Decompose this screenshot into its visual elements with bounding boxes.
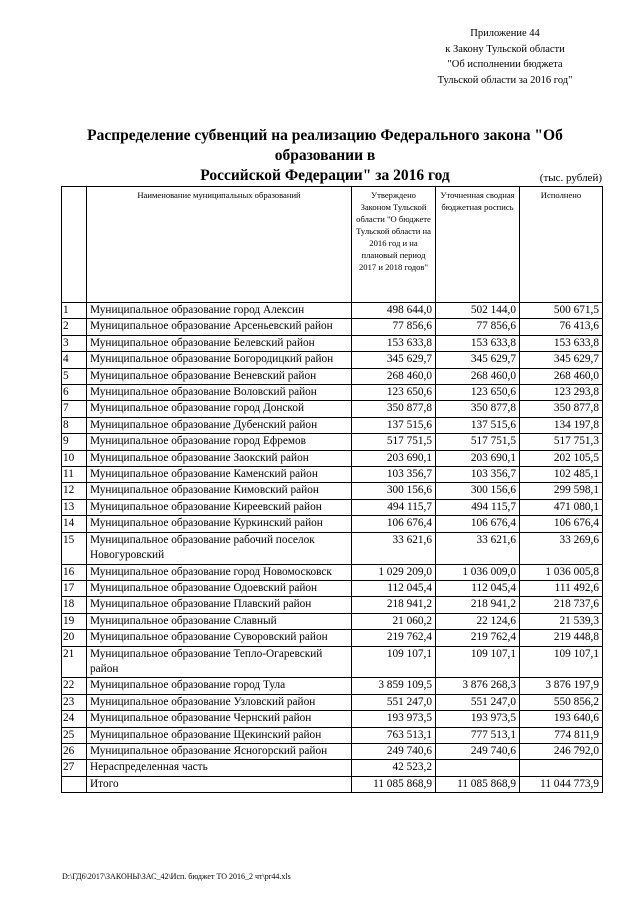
header-approved: Утверждено Законом Тульской области "О бюджете Тульской области на 2016 год и на плановый период 2017 и 2018 годов" — [352, 187, 436, 303]
table-row — [62, 597, 603, 613]
row-refined: 345 629,7 — [436, 352, 520, 368]
row-name: Муниципальное образование Тепло-Огаревский район — [87, 646, 352, 678]
row-executed: 134 197,8 — [520, 417, 603, 433]
row-name: Муниципальное образование Киреевский район — [87, 499, 352, 515]
table-row — [62, 483, 603, 499]
subventions-table — [61, 186, 603, 793]
row-approved: 77 856,6 — [352, 319, 436, 335]
row-name: Муниципальное образование Кимовский район — [87, 483, 352, 499]
row-name: Муниципальное образование Белевский район — [87, 335, 352, 351]
row-number: 2 — [62, 319, 87, 335]
row-number: 14 — [62, 516, 87, 532]
row-executed: 202 105,5 — [520, 450, 603, 466]
appendix-line: Приложение 44 — [470, 28, 540, 39]
row-number: 6 — [62, 385, 87, 401]
row-approved: 350 877,8 — [352, 401, 436, 417]
row-approved: 109 107,1 — [352, 646, 436, 678]
table-row — [62, 450, 603, 466]
row-name: Муниципальное образование рабочий поселок Новогуровский — [87, 532, 352, 564]
table-row — [62, 678, 603, 694]
table-row — [62, 532, 603, 564]
row-number: 21 — [62, 646, 87, 678]
row-refined: 494 115,7 — [436, 499, 520, 515]
row-executed: 350 877,8 — [520, 401, 603, 417]
table-row — [62, 434, 603, 450]
row-refined: 218 941,2 — [436, 597, 520, 613]
row-approved: 21 060,2 — [352, 613, 436, 629]
row-executed — [520, 760, 603, 776]
row-executed: 109 107,1 — [520, 646, 603, 678]
row-executed: 219 448,8 — [520, 630, 603, 646]
row-approved: 103 356,7 — [352, 467, 436, 483]
table-row — [62, 694, 603, 710]
appendix-header — [410, 26, 600, 88]
row-name: Муниципальное образование Узловский район — [87, 694, 352, 710]
table-row — [62, 303, 603, 319]
row-executed: 102 485,1 — [520, 467, 603, 483]
header-executed: Исполнено — [520, 187, 603, 303]
row-approved: 3 859 109,5 — [352, 678, 436, 694]
row-refined: 3 876 268,3 — [436, 678, 520, 694]
row-number: 1 — [62, 303, 87, 319]
row-refined: 777 513,1 — [436, 727, 520, 743]
row-name: Муниципальное образование Дубенский район — [87, 417, 352, 433]
row-executed: 76 413,6 — [520, 319, 603, 335]
row-approved: 203 690,1 — [352, 450, 436, 466]
units-label: (тыс. рублей) — [539, 172, 602, 184]
row-refined: 109 107,1 — [436, 646, 520, 678]
row-executed: 268 460,0 — [520, 368, 603, 384]
row-refined: 137 515,6 — [436, 417, 520, 433]
row-number — [62, 776, 87, 792]
title-line: Распределение субвенций на реализацию Федерального закона "Об образовании в — [87, 127, 563, 164]
row-number: 25 — [62, 727, 87, 743]
row-approved: 763 513,1 — [352, 727, 436, 743]
table-row — [62, 516, 603, 532]
row-name: Муниципальное образование Воловский район — [87, 385, 352, 401]
row-approved: 300 156,6 — [352, 483, 436, 499]
table-body — [62, 303, 603, 793]
row-approved: 123 650,6 — [352, 385, 436, 401]
row-executed: 500 671,5 — [520, 303, 603, 319]
row-executed: 774 811,9 — [520, 727, 603, 743]
row-refined: 268 460,0 — [436, 368, 520, 384]
row-name: Муниципальное образование Славный — [87, 613, 352, 629]
file-path-footer: D:\ГД6\2017\ЗАКОНЫ\ЗАС_42\Исп. бюджет ТО 2016_2 чт\pr44.xls — [62, 872, 291, 881]
row-approved: 193 973,5 — [352, 711, 436, 727]
row-number: 19 — [62, 613, 87, 629]
row-refined: 203 690,1 — [436, 450, 520, 466]
row-number: 9 — [62, 434, 87, 450]
row-executed: 345 629,7 — [520, 352, 603, 368]
row-approved: 494 115,7 — [352, 499, 436, 515]
row-name: Муниципальное образование Одоевский район — [87, 580, 352, 596]
row-approved: 268 460,0 — [352, 368, 436, 384]
row-executed: 33 269,6 — [520, 532, 603, 564]
row-executed: 111 492,6 — [520, 580, 603, 596]
row-name: Итого — [87, 776, 352, 792]
table-row — [62, 646, 603, 678]
row-refined: 300 156,6 — [436, 483, 520, 499]
table-row — [62, 711, 603, 727]
row-name: Муниципальное образование Арсеньевский район — [87, 319, 352, 335]
row-approved: 42 523,2 — [352, 760, 436, 776]
table-row — [62, 499, 603, 515]
row-approved: 345 629,7 — [352, 352, 436, 368]
row-number: 27 — [62, 760, 87, 776]
row-number: 16 — [62, 564, 87, 580]
row-refined: 123 650,6 — [436, 385, 520, 401]
row-executed: 11 044 773,9 — [520, 776, 603, 792]
row-approved: 153 633,8 — [352, 335, 436, 351]
row-approved: 33 621,6 — [352, 532, 436, 564]
row-number: 23 — [62, 694, 87, 710]
row-approved: 112 045,4 — [352, 580, 436, 596]
row-approved: 137 515,6 — [352, 417, 436, 433]
row-name: Муниципальное образование город Ефремов — [87, 434, 352, 450]
row-name: Муниципальное образование Суворовский район — [87, 630, 352, 646]
table-row — [62, 368, 603, 384]
table-row — [62, 352, 603, 368]
row-approved: 106 676,4 — [352, 516, 436, 532]
table-row — [62, 401, 603, 417]
row-name: Муниципальное образование Богородицкий район — [87, 352, 352, 368]
table-row — [62, 743, 603, 759]
table-row — [62, 776, 603, 792]
row-refined: 502 144,0 — [436, 303, 520, 319]
row-refined: 193 973,5 — [436, 711, 520, 727]
row-approved: 551 247,0 — [352, 694, 436, 710]
row-refined: 1 036 009,0 — [436, 564, 520, 580]
header-number — [62, 187, 87, 303]
row-number: 10 — [62, 450, 87, 466]
row-number: 11 — [62, 467, 87, 483]
row-executed: 246 792,0 — [520, 743, 603, 759]
row-refined: 350 877,8 — [436, 401, 520, 417]
row-number: 5 — [62, 368, 87, 384]
row-number: 20 — [62, 630, 87, 646]
table-row — [62, 613, 603, 629]
row-name: Муниципальное образование Плавский район — [87, 597, 352, 613]
row-approved: 249 740,6 — [352, 743, 436, 759]
row-refined: 153 633,8 — [436, 335, 520, 351]
row-number: 8 — [62, 417, 87, 433]
row-name: Муниципальное образование Каменский район — [87, 467, 352, 483]
row-executed: 123 293,8 — [520, 385, 603, 401]
row-number: 26 — [62, 743, 87, 759]
row-executed: 550 856,2 — [520, 694, 603, 710]
row-refined: 112 045,4 — [436, 580, 520, 596]
row-executed: 218 737,6 — [520, 597, 603, 613]
row-executed: 106 676,4 — [520, 516, 603, 532]
appendix-line: Тульской области за 2016 год" — [437, 74, 573, 86]
row-executed: 471 080,1 — [520, 499, 603, 515]
row-name: Муниципальное образование город Новомосковск — [87, 564, 352, 580]
row-approved: 517 751,5 — [352, 434, 436, 450]
row-executed: 3 876 197,9 — [520, 678, 603, 694]
row-executed: 517 751,3 — [520, 434, 603, 450]
appendix-line: к Закону Тульской области — [445, 43, 565, 55]
row-number: 17 — [62, 580, 87, 596]
row-number: 12 — [62, 483, 87, 499]
row-executed: 193 640,6 — [520, 711, 603, 727]
row-name: Муниципальное образование Чернский район — [87, 711, 352, 727]
table-row — [62, 564, 603, 580]
row-refined: 22 124,6 — [436, 613, 520, 629]
row-number: 22 — [62, 678, 87, 694]
row-approved: 1 029 209,0 — [352, 564, 436, 580]
row-executed: 1 036 005,8 — [520, 564, 603, 580]
row-refined: 77 856,6 — [436, 319, 520, 335]
row-number: 15 — [62, 532, 87, 564]
row-name: Муниципальное образование Куркинский район — [87, 516, 352, 532]
document-title — [60, 126, 590, 186]
table-row — [62, 760, 603, 776]
table-row — [62, 385, 603, 401]
table-header-row — [62, 187, 603, 303]
header-refined: Уточненная сводная бюджетная роспись — [436, 187, 520, 303]
row-refined: 11 085 868,9 — [436, 776, 520, 792]
row-executed: 299 598,1 — [520, 483, 603, 499]
row-name: Муниципальное образование Веневский район — [87, 368, 352, 384]
row-name: Муниципальное образование Ясногорский район — [87, 743, 352, 759]
row-executed: 21 539,3 — [520, 613, 603, 629]
table-row — [62, 319, 603, 335]
table-row — [62, 417, 603, 433]
row-refined: 517 751,5 — [436, 434, 520, 450]
row-approved: 219 762,4 — [352, 630, 436, 646]
row-executed: 153 633,8 — [520, 335, 603, 351]
row-name: Муниципальное образование город Донской — [87, 401, 352, 417]
header-name: Наименование муниципальных образований — [87, 187, 352, 303]
row-refined: 249 740,6 — [436, 743, 520, 759]
row-number: 7 — [62, 401, 87, 417]
row-refined: 551 247,0 — [436, 694, 520, 710]
row-name: Муниципальное образование город Тула — [87, 678, 352, 694]
table-row — [62, 467, 603, 483]
row-name: Муниципальное образование Заокский район — [87, 450, 352, 466]
title-line: Российской Федерации" за 2016 год — [200, 167, 450, 184]
row-number: 13 — [62, 499, 87, 515]
table-row — [62, 335, 603, 351]
row-refined: 103 356,7 — [436, 467, 520, 483]
row-name: Муниципальное образование Щекинский район — [87, 727, 352, 743]
row-approved: 218 941,2 — [352, 597, 436, 613]
row-refined: 33 621,6 — [436, 532, 520, 564]
appendix-line: "Об исполнении бюджета — [447, 59, 563, 70]
table-row — [62, 580, 603, 596]
row-refined: 106 676,4 — [436, 516, 520, 532]
row-name: Нераспределенная часть — [87, 760, 352, 776]
row-number: 18 — [62, 597, 87, 613]
table-row — [62, 630, 603, 646]
row-approved: 498 644,0 — [352, 303, 436, 319]
row-approved: 11 085 868,9 — [352, 776, 436, 792]
row-refined: 219 762,4 — [436, 630, 520, 646]
row-refined — [436, 760, 520, 776]
row-number: 4 — [62, 352, 87, 368]
row-number: 3 — [62, 335, 87, 351]
table-row — [62, 727, 603, 743]
row-number: 24 — [62, 711, 87, 727]
row-name: Муниципальное образование город Алексин — [87, 303, 352, 319]
